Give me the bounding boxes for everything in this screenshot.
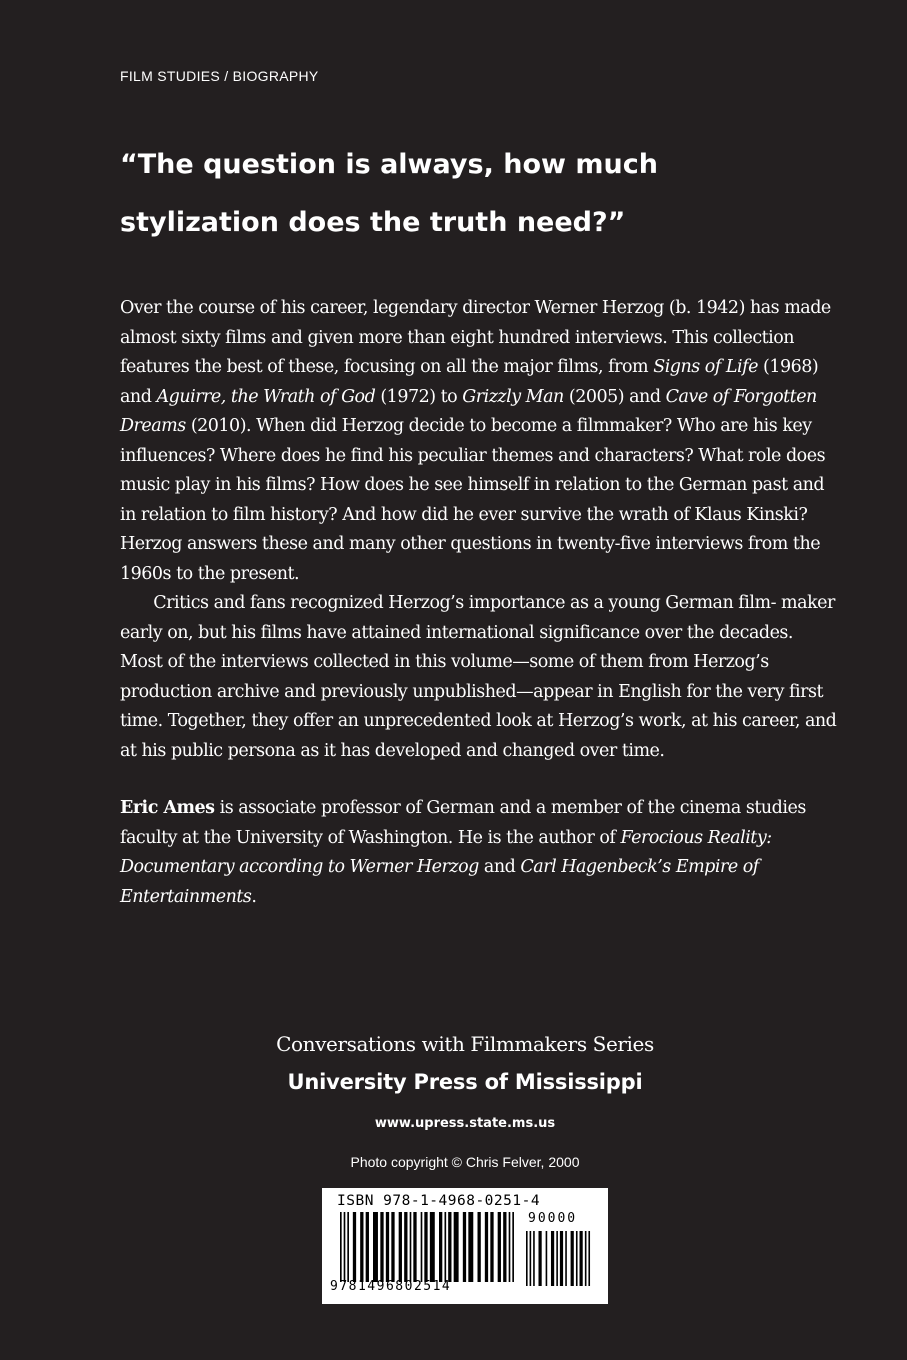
description-body <box>120 294 840 912</box>
barcode-bar <box>353 1212 356 1282</box>
barcode-bar <box>571 1231 574 1286</box>
publisher-website[interactable]: www.upress.state.ms.us <box>374 1116 556 1131</box>
pull-quote-line-1: “The question is always, how much <box>120 149 658 180</box>
barcode-bar <box>585 1231 587 1286</box>
barcode-main-bars <box>340 1212 516 1282</box>
pull-quote-line-2: stylization does the truth need?” <box>120 207 626 238</box>
text-run: . <box>251 886 257 907</box>
barcode-bar <box>485 1212 488 1282</box>
series-name: Conversations with Filmmakers Series <box>276 1032 654 1056</box>
title-italic: Grizzly Man <box>462 386 564 407</box>
isbn-barcode <box>322 1188 608 1304</box>
category-label: FILM STUDIES / BIOGRAPHY <box>120 68 319 84</box>
barcode-bar <box>490 1212 493 1282</box>
barcode-bar <box>526 1231 528 1286</box>
pull-quote <box>120 136 800 252</box>
barcode-bar <box>454 1212 459 1282</box>
author-bio <box>120 794 840 912</box>
barcode-bar <box>463 1212 466 1282</box>
barcode-bar <box>439 1212 442 1282</box>
publisher-name: University Press of Mississippi <box>287 1070 643 1094</box>
barcode-bar <box>366 1212 369 1282</box>
title-italic: Carl Hagenbeck’s Empire of Entertainments <box>120 857 759 907</box>
description-paragraph-2 <box>120 589 840 766</box>
barcode-bar <box>373 1212 378 1282</box>
barcode-bar <box>551 1231 554 1286</box>
barcode-bar <box>580 1231 583 1286</box>
barcode-digits: 9781496802514 <box>330 1279 452 1294</box>
barcode-bar <box>386 1212 389 1282</box>
author-name: Eric Ames <box>120 798 215 818</box>
text-run: is associate professor of German and a member of the cinema studies faculty at the University of Washington. He is the author of <box>120 798 806 848</box>
text-run: and <box>478 857 521 877</box>
barcode-bar <box>410 1212 412 1282</box>
title-italic: Ferocious Reality: Documentary according to Werner Herzog <box>120 827 772 877</box>
text-run: (1972) to <box>375 386 463 407</box>
barcode-bar <box>588 1231 590 1286</box>
barcode-bar <box>498 1212 501 1282</box>
barcode-bar <box>347 1212 349 1282</box>
barcode-bar <box>399 1212 402 1282</box>
title-italic: Aguirre, the Wrath of God <box>156 386 376 407</box>
description-paragraph-1 <box>120 294 840 589</box>
barcode-bar <box>556 1231 558 1286</box>
barcode-bar <box>430 1212 435 1282</box>
barcode-bar <box>478 1212 481 1282</box>
barcode-bar <box>360 1212 363 1282</box>
barcode-bar <box>448 1212 451 1282</box>
barcode-bar <box>468 1212 473 1282</box>
barcode-bar <box>565 1231 567 1286</box>
barcode-addon-bars <box>526 1231 592 1286</box>
isbn-label: ISBN 978-1-4968-0251-4 <box>337 1193 541 1209</box>
barcode-bar <box>576 1231 578 1286</box>
barcode-bar <box>503 1212 506 1282</box>
barcode-bar <box>340 1212 342 1282</box>
barcode-bar <box>424 1212 427 1282</box>
barcode-bar <box>404 1212 407 1282</box>
text-run: (2010). When did Herzog decide to become a filmmaker? Who are his key influences? Where does he find his peculiar themes and characters? What role does music play in his films? How does he see himself in relation to the German past and in relation to film history? And how did he ever survive the wrath of Klaus Kinski? Herzog answers these and many other questions in twenty-five interviews from the 1960s to the present. <box>120 416 826 584</box>
barcode-bar <box>546 1231 548 1286</box>
barcode-bar <box>413 1212 416 1282</box>
barcode-bar <box>533 1231 535 1286</box>
text-run: Critics and fans recognized Herzog’s importance as a young German film- maker early on, but his films have attained international significance over the decades. Most of the interviews collected in this volume—some of them from Herzog’s production archive and previously unpublished—appear in English for the very first time. Together, they offer an unprecedented look at Herzog’s work, at his career, and at his public persona as it has developed and changed over time. <box>120 593 837 761</box>
barcode-bar <box>380 1212 383 1282</box>
text-run: (1968) and <box>120 357 819 407</box>
text-run: (2005) and <box>563 386 666 407</box>
title-italic: Cave of Forgotten Dreams <box>120 386 817 436</box>
barcode-bar <box>530 1231 532 1286</box>
text-run: Over the course of his career, legendary director Werner Herzog (b. 1942) has made almost sixty films and given more than eight hundred interviews. This collection features the best of these, focusing on all the major films, from <box>120 298 831 377</box>
barcode-bar <box>391 1212 394 1282</box>
barcode-bar <box>509 1212 511 1282</box>
barcode-bar <box>560 1231 563 1286</box>
barcode-bar <box>421 1212 423 1282</box>
barcode-bar <box>538 1231 541 1286</box>
photo-credit: Photo copyright © Chris Felver, 2000 <box>350 1154 580 1170</box>
title-italic: Signs of Life <box>653 357 758 377</box>
barcode-addon-digits: 90000 <box>528 1211 578 1226</box>
barcode-bar <box>445 1212 447 1282</box>
barcode-bar <box>512 1212 514 1282</box>
barcode-bar <box>344 1212 346 1282</box>
